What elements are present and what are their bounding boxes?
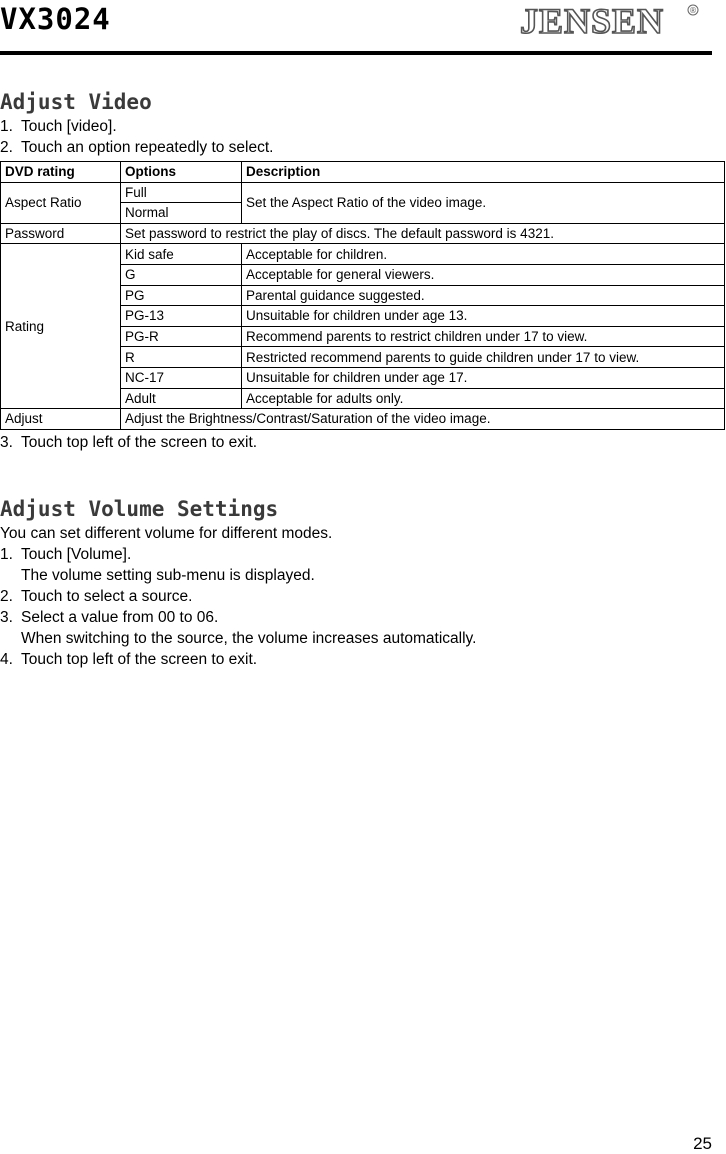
- video-settings-table: [0, 161, 725, 430]
- aspect-ratio-description: Set the Aspect Ratio of the video image.: [242, 182, 725, 223]
- rating-description: Recommend parents to restrict children under 17 to view.: [242, 326, 725, 347]
- rating-option: PG: [121, 285, 242, 306]
- step-item: 3. Touch top left of the screen to exit.: [0, 433, 258, 451]
- password-description: Set password to restrict the play of discs. The default password is 4321.: [121, 223, 725, 244]
- adjust-video-heading: Adjust Video: [0, 90, 152, 114]
- option-normal: Normal: [121, 203, 242, 224]
- jensen-logo: [518, 1, 700, 41]
- rating-option: PG-R: [121, 326, 242, 347]
- col-header-dvd-rating: DVD rating: [1, 162, 121, 183]
- page-header: [0, 0, 726, 58]
- registered-mark: ®: [689, 6, 697, 15]
- table-row: [1, 223, 725, 244]
- step-item: 2. Touch an option repeatedly to select.: [0, 139, 274, 156]
- step-item: 4. Touch top left of the screen to exit.: [0, 650, 258, 668]
- rating-description: Restricted recommend parents to guide children under 17 to view.: [242, 347, 725, 368]
- table-row: [1, 182, 725, 203]
- rating-description: Unsuitable for children under age 13.: [242, 306, 725, 327]
- aspect-ratio-label: Aspect Ratio: [1, 182, 121, 223]
- rating-option: NC-17: [121, 367, 242, 388]
- rating-option: Kid safe: [121, 244, 242, 265]
- password-label: Password: [1, 223, 121, 244]
- rating-label: Rating: [1, 244, 121, 409]
- step-item: 2. Touch to select a source.: [0, 587, 193, 605]
- volume-intro: You can set different volume for different modes.: [0, 524, 333, 542]
- step-note: When switching to the source, the volume increases automatically.: [21, 629, 477, 647]
- option-full: Full: [121, 182, 242, 203]
- table-header-row: [1, 162, 725, 183]
- rating-option: Adult: [121, 388, 242, 409]
- rating-description: Unsuitable for children under age 17.: [242, 367, 725, 388]
- rating-option: PG-13: [121, 306, 242, 327]
- step-item: 1. Touch [video].: [0, 118, 117, 135]
- table-row: [1, 244, 725, 265]
- col-header-description: Description: [242, 162, 725, 183]
- adjust-volume-heading: Adjust Volume Settings: [0, 496, 279, 521]
- step-note: The volume setting sub-menu is displayed.: [21, 566, 315, 584]
- header-rule: [0, 51, 712, 55]
- step-item: 1. Touch [Volume].: [0, 545, 132, 563]
- rating-option: G: [121, 264, 242, 285]
- step-item: 3. Select a value from 00 to 06.: [0, 608, 219, 626]
- page-number: 25: [693, 1134, 712, 1153]
- jensen-logo-text: JENSEN: [520, 1, 665, 41]
- rating-description: Parental guidance suggested.: [242, 285, 725, 306]
- col-header-options: Options: [121, 162, 242, 183]
- adjust-description: Adjust the Brightness/Contrast/Saturation of the video image.: [121, 409, 725, 430]
- rating-description: Acceptable for general viewers.: [242, 264, 725, 285]
- rating-option: R: [121, 347, 242, 368]
- table-row: [1, 409, 725, 430]
- rating-description: Acceptable for adults only.: [242, 388, 725, 409]
- adjust-label: Adjust: [1, 409, 121, 430]
- model-number: VX3024: [0, 2, 111, 36]
- rating-description: Acceptable for children.: [242, 244, 725, 265]
- page-content: [0, 88, 726, 670]
